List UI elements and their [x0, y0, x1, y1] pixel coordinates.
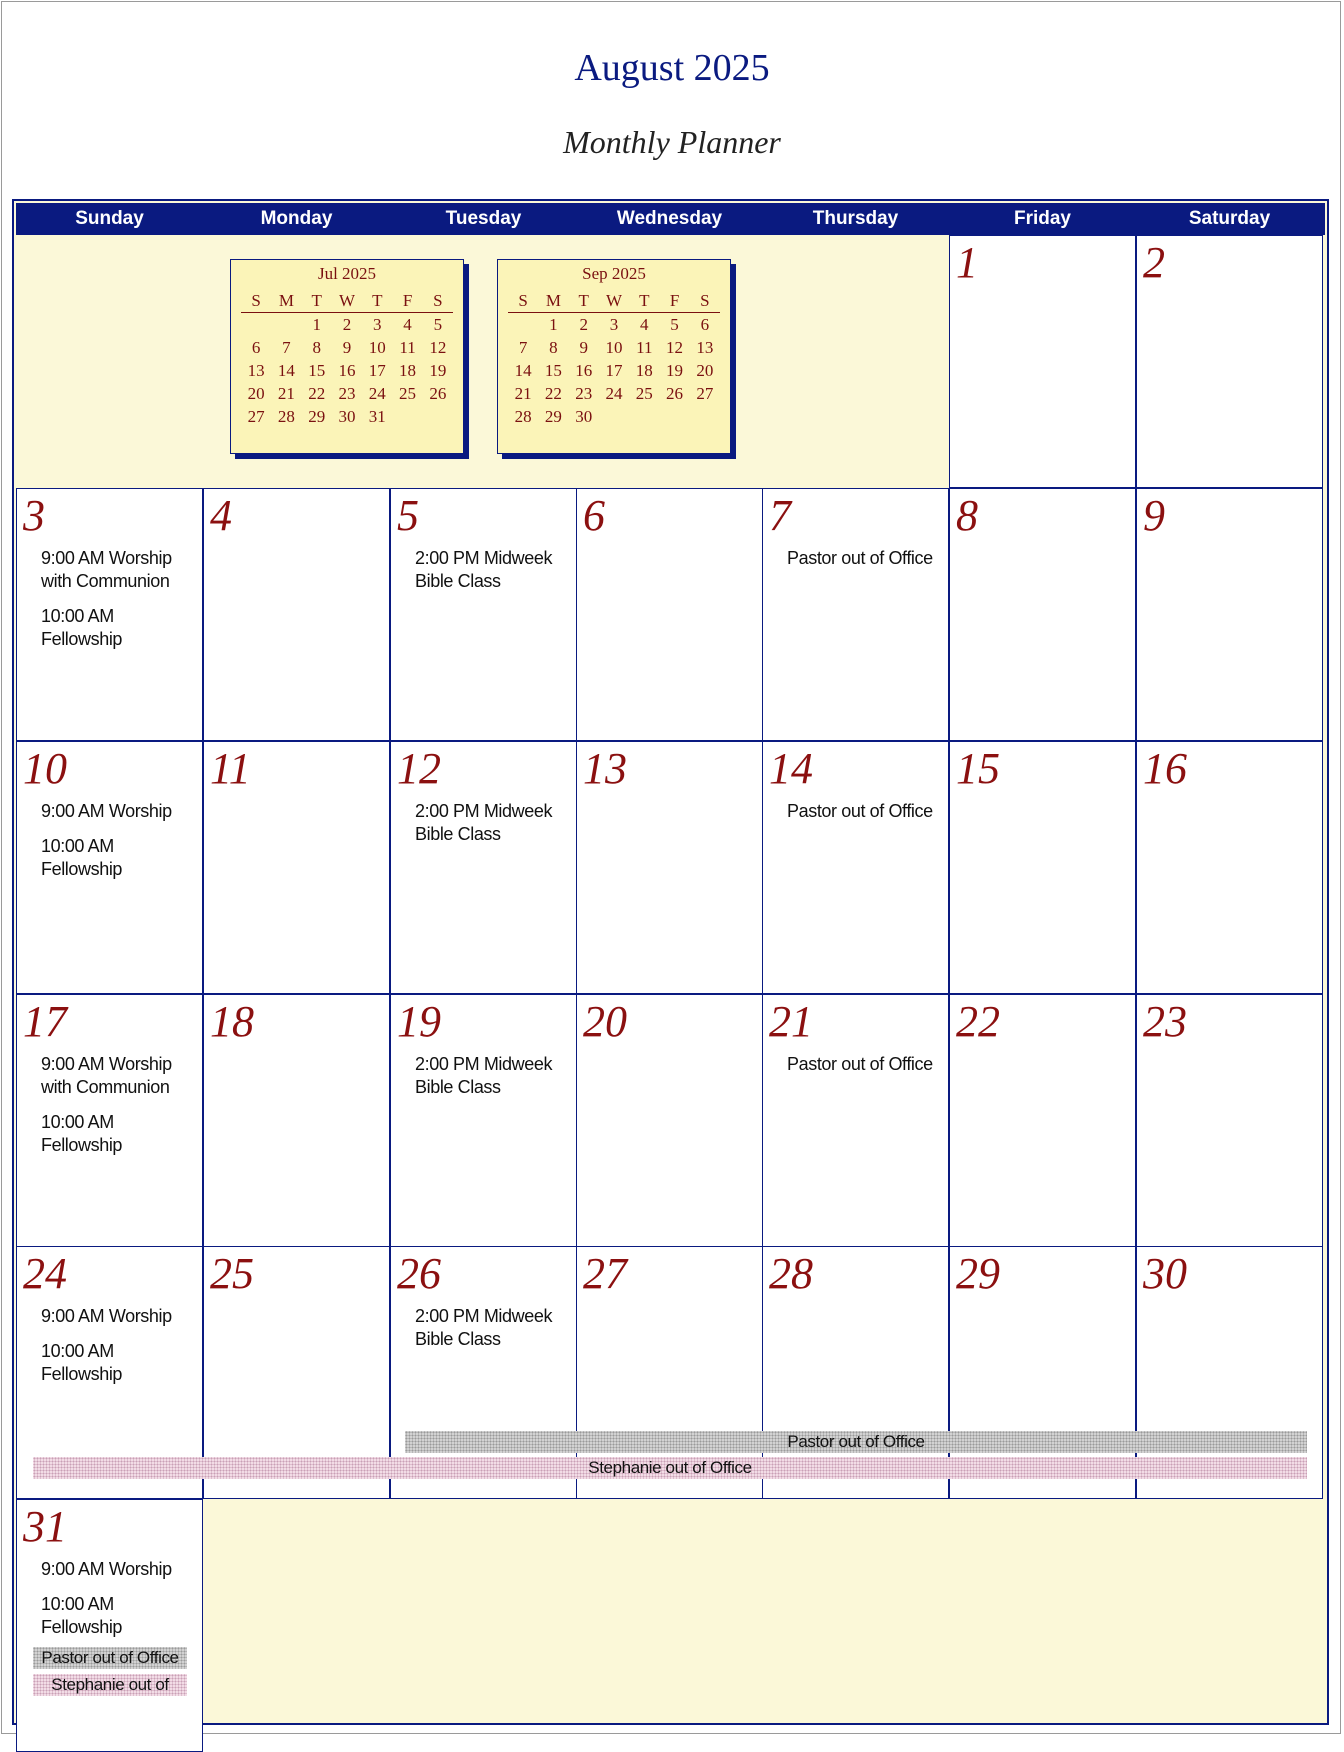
mini-date: 7: [518, 337, 528, 357]
mini-date: 10: [605, 337, 623, 357]
day-number: 20: [583, 997, 627, 1046]
mini-dow: T: [302, 290, 332, 313]
mini-date: 12: [429, 337, 447, 357]
mini-date: 9: [342, 337, 352, 357]
day-cell-14[interactable]: [762, 741, 949, 994]
mini-date: 10: [368, 337, 386, 357]
mini-date: 28: [514, 406, 532, 426]
day-cell-11[interactable]: [203, 741, 390, 994]
mini-date: 18: [399, 360, 417, 380]
calendar-event[interactable]: Pastor out of Office: [787, 548, 933, 568]
mini-date: [629, 405, 659, 428]
day-number: 9: [1143, 491, 1165, 540]
page-title: August 2025: [574, 47, 770, 89]
day-cell-21[interactable]: [762, 994, 949, 1247]
event-list: [415, 1305, 572, 1363]
day-cell-12[interactable]: [390, 741, 577, 994]
day-number: 5: [397, 491, 419, 540]
mini-date: 12: [666, 337, 684, 357]
mini-date: 23: [575, 383, 593, 403]
mini-date: 13: [696, 337, 714, 357]
day-number: 8: [956, 491, 978, 540]
mini-dow: T: [569, 290, 599, 313]
day-cell-3[interactable]: [16, 488, 203, 741]
calendar-event[interactable]: Pastor out of Office: [787, 801, 933, 821]
mini-date: [241, 313, 271, 337]
event-banner-stephanie-out-day31[interactable]: Stephanie out of: [33, 1674, 187, 1696]
day-number: 11: [210, 744, 251, 793]
mini-date: 5: [670, 314, 679, 334]
calendar-event[interactable]: 9:00 AM Worship: [41, 801, 172, 821]
mini-dow: W: [332, 290, 362, 313]
mini-date: 17: [605, 360, 623, 380]
mini-date: 26: [666, 383, 684, 403]
mini-calendar-title: Sep 2025: [582, 264, 646, 283]
mini-dow: T: [362, 290, 392, 313]
mini-date: 20: [696, 360, 714, 380]
day-cell-9[interactable]: [1136, 488, 1323, 741]
day-number: 21: [769, 997, 813, 1046]
day-number: 13: [583, 744, 627, 793]
calendar-event[interactable]: 10:00 AM Fellowship: [41, 1112, 123, 1155]
day-cell-8[interactable]: [949, 488, 1136, 741]
mini-date: 2: [342, 314, 352, 334]
day-cell-5[interactable]: [390, 488, 577, 741]
event-banner-pastor-out[interactable]: Pastor out of Office: [405, 1431, 1307, 1453]
mini-date: 2: [579, 314, 588, 334]
mini-date: 3: [609, 314, 619, 334]
mini-date: [392, 405, 422, 428]
mini-date: 14: [514, 360, 532, 380]
mini-dow: S: [423, 290, 453, 313]
event-list: [415, 800, 572, 858]
mini-date: 30: [338, 406, 356, 426]
mini-date: 25: [635, 383, 653, 403]
mini-date: [599, 405, 629, 428]
mini-dow: M: [271, 290, 301, 313]
day-cell-17[interactable]: [16, 994, 203, 1247]
mini-date: 15: [544, 360, 562, 380]
calendar-event[interactable]: 2:00 PM Midweek Bible Class: [415, 1306, 553, 1349]
weekday-header: [16, 203, 1325, 235]
mini-date: 3: [373, 314, 382, 334]
mini-date: 22: [308, 383, 326, 403]
mini-date: 30: [575, 406, 593, 426]
calendar-event[interactable]: 9:00 AM Worship: [41, 1306, 172, 1326]
mini-date: 24: [368, 383, 386, 403]
mini-date: [659, 405, 689, 428]
mini-dow: F: [392, 290, 422, 313]
day-cell-10[interactable]: [16, 741, 203, 994]
calendar-event[interactable]: 10:00 AM Fellowship: [41, 606, 123, 649]
event-list: [41, 1558, 198, 1651]
day-cell-2[interactable]: [1136, 235, 1323, 488]
page-subtitle: Monthly Planner: [563, 124, 781, 160]
day-number: 12: [397, 744, 441, 793]
weekday-thursday: Thursday: [812, 208, 899, 229]
calendar-event[interactable]: 10:00 AM Fellowship: [41, 1341, 123, 1384]
mini-date: 7: [282, 337, 291, 357]
calendar-event[interactable]: 9:00 AM Worship with Communion: [41, 1054, 172, 1097]
mini-date: 23: [338, 383, 356, 403]
mini-date: 11: [399, 337, 416, 357]
mini-date: 26: [429, 383, 447, 403]
mini-calendar-previous: [230, 259, 464, 454]
mini-date: 11: [636, 337, 653, 357]
day-number: 18: [210, 997, 254, 1046]
mini-date: 27: [247, 406, 265, 426]
event-list: [787, 1053, 944, 1088]
mini-date: 1: [549, 314, 558, 334]
mini-date: [271, 313, 301, 337]
day-cell-22[interactable]: [949, 994, 1136, 1247]
event-list: [41, 800, 198, 893]
calendar-event[interactable]: 9:00 AM Worship with Communion: [41, 548, 172, 591]
day-cell-19[interactable]: [390, 994, 577, 1247]
day-cell-15[interactable]: [949, 741, 1136, 994]
day-cell-6[interactable]: [576, 488, 763, 741]
mini-calendar-next: [497, 259, 731, 454]
event-list: [787, 547, 944, 582]
day-number: 26: [397, 1249, 441, 1298]
day-number: 23: [1143, 997, 1187, 1046]
weekday-sunday: Sunday: [75, 208, 144, 229]
day-number: 17: [23, 997, 67, 1046]
mini-date: 5: [433, 314, 443, 334]
mini-dow: M: [538, 290, 568, 313]
mini-date: 16: [338, 360, 356, 380]
event-list: [415, 1053, 572, 1111]
day-number: 3: [23, 491, 45, 540]
day-number: 24: [23, 1249, 67, 1298]
day-cell-23[interactable]: [1136, 994, 1323, 1247]
mini-calendar-grid: [508, 290, 720, 428]
mini-date: [508, 313, 538, 337]
day-cell-4[interactable]: [203, 488, 390, 741]
mini-dow: S: [508, 290, 538, 313]
day-number: 25: [210, 1249, 254, 1298]
mini-date: 8: [549, 337, 558, 357]
day-cell-18[interactable]: [203, 994, 390, 1247]
event-banner-pastor-out-day31[interactable]: Pastor out of Office: [33, 1647, 187, 1669]
mini-date: 16: [575, 360, 593, 380]
day-number: 30: [1143, 1249, 1187, 1298]
day-cell-31[interactable]: [16, 1499, 203, 1752]
mini-date: 4: [640, 314, 649, 334]
mini-dow: S: [241, 290, 271, 313]
mini-date: [690, 405, 720, 428]
mini-date: 6: [251, 337, 261, 357]
day-number: 22: [956, 997, 1000, 1046]
day-number: 15: [956, 744, 1000, 793]
mini-date: 27: [696, 383, 714, 403]
event-list: [41, 547, 198, 663]
mini-date: 21: [514, 383, 532, 403]
mini-date: 8: [312, 337, 321, 357]
mini-date: 18: [635, 360, 653, 380]
day-cell-16[interactable]: [1136, 741, 1323, 994]
mini-date: 28: [277, 406, 295, 426]
day-number: 31: [23, 1502, 67, 1551]
event-banner-stephanie-out[interactable]: Stephanie out of Office: [33, 1457, 1307, 1479]
day-number: 16: [1143, 744, 1187, 793]
day-number: 28: [769, 1249, 813, 1298]
day-number: 7: [769, 491, 791, 540]
event-list: [787, 800, 944, 835]
day-number: 10: [23, 744, 67, 793]
day-number: 1: [956, 238, 978, 287]
calendar-event[interactable]: 9:00 AM Worship: [41, 1559, 172, 1579]
mini-date: 6: [700, 314, 710, 334]
weekday-tuesday: Tuesday: [445, 208, 522, 229]
mini-date: 13: [247, 360, 265, 380]
mini-date: 29: [308, 406, 326, 426]
event-list: [41, 1053, 198, 1169]
event-list: [41, 1305, 198, 1398]
mini-date: 29: [544, 406, 562, 426]
calendar-event[interactable]: 2:00 PM Midweek Bible Class: [415, 548, 553, 591]
day-number: 6: [583, 491, 605, 540]
event-list: [415, 547, 572, 605]
mini-date: 31: [368, 406, 386, 426]
weekday-monday: Monday: [260, 208, 333, 229]
mini-dow: T: [629, 290, 659, 313]
mini-date: 9: [579, 337, 588, 357]
mini-date: 22: [544, 383, 562, 403]
mini-date: 14: [277, 360, 295, 380]
mini-calendar-title: Jul 2025: [317, 264, 377, 283]
mini-dow: W: [599, 290, 629, 313]
day-cell-1[interactable]: [949, 235, 1136, 488]
mini-date: 4: [403, 314, 412, 334]
mini-date: 25: [399, 383, 417, 403]
weekday-wednesday: Wednesday: [616, 208, 723, 229]
mini-calendar-grid: [241, 290, 453, 428]
day-number: 4: [210, 491, 232, 540]
mini-date: 24: [605, 383, 623, 403]
weekday-friday: Friday: [1013, 208, 1072, 229]
day-number: 29: [956, 1249, 1000, 1298]
calendar-event[interactable]: Pastor out of Office: [787, 1054, 933, 1074]
calendar-event[interactable]: 10:00 AM Fellowship: [41, 1594, 123, 1637]
calendar-event[interactable]: 2:00 PM Midweek Bible Class: [415, 801, 553, 844]
mini-dow: F: [659, 290, 689, 313]
mini-date: 20: [247, 383, 265, 403]
mini-date: [423, 405, 453, 428]
mini-date: 21: [277, 383, 295, 403]
day-number: 27: [583, 1249, 627, 1298]
day-cell-20[interactable]: [576, 994, 763, 1247]
day-number: 2: [1143, 238, 1165, 287]
weekday-saturday: Saturday: [1188, 208, 1271, 229]
day-number: 14: [769, 744, 813, 793]
day-cell-13[interactable]: [576, 741, 763, 994]
calendar-event[interactable]: 10:00 AM Fellowship: [41, 836, 123, 879]
mini-dow: S: [690, 290, 720, 313]
calendar-event[interactable]: 2:00 PM Midweek Bible Class: [415, 1054, 553, 1097]
mini-date: 15: [308, 360, 326, 380]
mini-date: 19: [666, 360, 684, 380]
day-cell-7[interactable]: [762, 488, 949, 741]
mini-date: 1: [312, 314, 321, 334]
day-number: 19: [397, 997, 441, 1046]
mini-date: 19: [429, 360, 447, 380]
mini-date: 17: [368, 360, 386, 380]
